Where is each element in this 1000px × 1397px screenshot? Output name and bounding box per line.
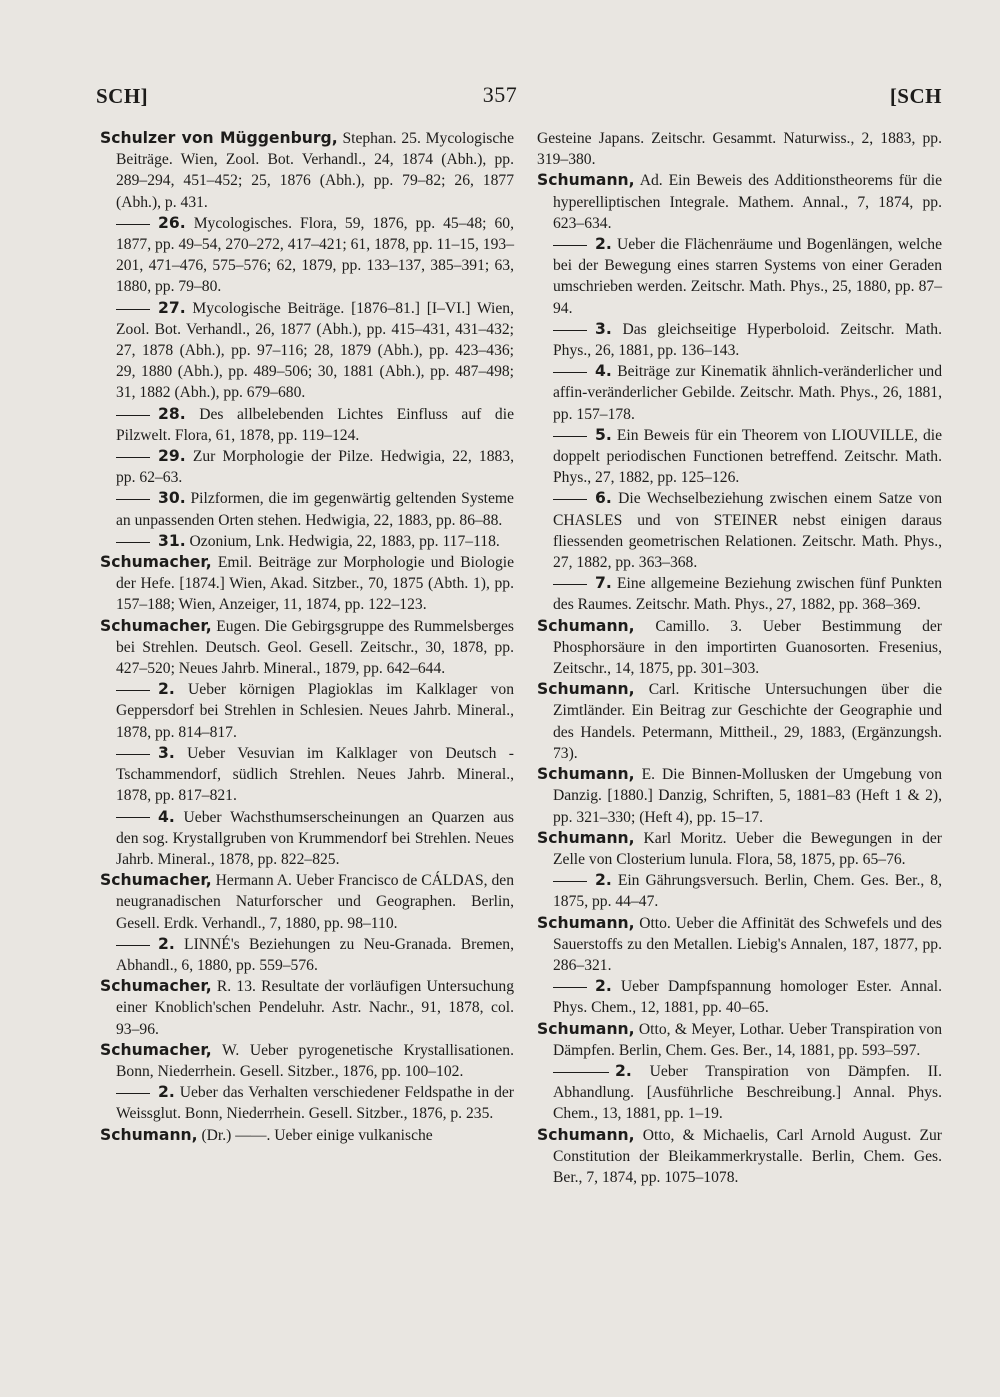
running-head-right: [SCH xyxy=(889,84,942,108)
ditto-dash xyxy=(116,754,150,755)
bib-sub-entry xyxy=(100,298,514,404)
bib-sub-entry xyxy=(100,488,514,530)
entry-text: Ueber Transpiration von Dämpfen. II. Abhandlung. [Ausführliche Beschreibung.] Annal. Phys. Chem., 13, 1881, pp. 1–19. xyxy=(553,1062,942,1123)
entry-text: Eine allgemeine Beziehung zwischen fünf Punkten des Raumes. Zeitschr. Math. Phys., 27, 1882, pp. 368–369. xyxy=(553,575,942,614)
entry-text: Ueber das Verhalten verschiedener Feldspathe in der Weissglut. Bonn, Niederrhein. Gesell. Sitzber., 1876, p. 235. xyxy=(116,1084,515,1123)
ditto-dash xyxy=(553,987,587,988)
entry-text: Ueber körnigen Plagioklas im Kalklager von Geppersdorf bei Strehlen in Schlesien. Neues Jahrb. Mineral., 1878, pp. 814–817. xyxy=(116,681,514,741)
ditto-dash xyxy=(553,499,587,500)
author-heading: Schumann, xyxy=(537,913,635,932)
author-heading: Schumann, xyxy=(537,828,635,847)
bib-entry xyxy=(537,1019,942,1061)
author-heading: Schumann, xyxy=(537,680,635,699)
entry-number: 3. xyxy=(595,319,612,338)
entry-number: 2. xyxy=(595,977,612,996)
bib-sub-entry xyxy=(537,573,942,615)
entry-text: Emil. Beiträge zur Morphologie und Biologie der Hefe. [1874.] Wien, Akad. Sitzber., 70, 1875 (Abth. 1), pp. 157–188; Wien, Anzeiger, 11, 1874, pp. 122–123. xyxy=(116,554,514,614)
entry-text: (Dr.) ——. Ueber einige vulkanische xyxy=(197,1126,433,1144)
entry-number: 28. xyxy=(158,404,186,423)
bib-entry-continuation xyxy=(537,128,942,170)
left-column xyxy=(100,128,514,1146)
bib-entry xyxy=(537,828,942,870)
bib-sub-entry xyxy=(537,234,942,319)
bib-sub-entry xyxy=(100,743,514,807)
entry-text: E. Die Binnen-Mollusken der Umgebung von Danzig. [1880.] Danzig, Schriften, 5, 1881–83 (Heft 1 & 2), pp. 321–330; (Heft 4), pp. 15–17. xyxy=(553,766,942,826)
bib-sub-entry xyxy=(537,425,942,489)
bib-entry xyxy=(537,1125,942,1189)
bib-entry xyxy=(537,764,942,828)
entry-text: Ueber Wachsthumserscheinungen an Quarzen aus den sog. Krystallgruben von Krummendorf bei Strehlen. Neues Jahrb. Mineral., 1878, pp. 822–825. xyxy=(116,808,514,868)
entry-number: 27. xyxy=(158,298,186,317)
author-heading: Schumann, xyxy=(537,1019,635,1038)
entry-text: W. Ueber pyrogenetische Krystallisationen. Bonn, Niederrhein. Gesell. Sitzber., 1876, pp. 100–102. xyxy=(116,1041,514,1080)
ditto-dash xyxy=(116,224,150,225)
entry-number: 2. xyxy=(158,680,175,699)
entry-text: Pilzformen, die im gegenwärtig geltenden Systeme an unpassenden Orten stehen. Hedwigia, 22, 1883, pp. 86–88. xyxy=(116,490,514,529)
entry-text: Ein Gährungsversuch. Berlin, Chem. Ges. Ber., 8, 1875, pp. 44–47. xyxy=(553,872,942,911)
page-number: 357 xyxy=(482,82,518,107)
bib-sub-entry xyxy=(100,1082,514,1124)
bib-entry xyxy=(537,170,942,234)
ditto-dash xyxy=(116,542,150,543)
entry-number: 2. xyxy=(595,871,612,890)
entry-text: Ueber die Flächenräume und Bogenlängen, welche bei der Bewegung eines starren Systems von einer Geraden umschrieben werden. Zeitschr. Math. Phys., 25, 1880, pp. 87–94. xyxy=(553,236,942,317)
ditto-dash xyxy=(553,372,587,373)
bib-entry xyxy=(537,679,942,764)
entry-number: 2. xyxy=(158,934,175,953)
entry-text: Carl. Kritische Untersuchungen über die Zimtländer. Ein Beitrag zur Geschichte der Geographie und des Handels. Petermann, Mittheil., 29, 1883, (Ergänzungsh. 73). xyxy=(553,681,942,762)
ditto-dash xyxy=(553,330,587,331)
author-heading: Schumacher, xyxy=(100,616,212,635)
entry-text: Otto, & Meyer, Lothar. Ueber Transpiration von Dämpfen. Berlin, Chem. Ges. Ber., 14, 1881, pp. 593–597. xyxy=(553,1020,942,1059)
author-heading: Schumann, xyxy=(537,765,635,784)
entry-text: Karl Moritz. Ueber die Bewegungen in der Zelle von Closterium lunula. Flora, 58, 1875, pp. 65–76. xyxy=(553,829,942,868)
entry-number: 7. xyxy=(595,574,612,593)
bib-entry xyxy=(100,128,514,213)
bib-sub-entry xyxy=(537,870,942,912)
ditto-dash xyxy=(553,584,587,585)
bib-sub-entry xyxy=(100,679,514,743)
bib-entry xyxy=(100,1125,514,1146)
ditto-dash xyxy=(116,1093,150,1094)
entry-text: Das gleichseitige Hyperboloid. Zeitschr. Math. Phys., 26, 1881, pp. 136–143. xyxy=(553,320,942,360)
bib-entry xyxy=(100,870,514,934)
entry-text: Otto. Ueber die Affinität des Schwefels und des Sauerstoffs zu den Metallen. Liebig's Annalen, 187, 1877, pp. 286–321. xyxy=(553,914,942,974)
entry-text: Ueber Dampfspannung homologer Ester. Annal. Phys. Chem., 12, 1881, pp. 40–65. xyxy=(553,978,943,1017)
bib-entry xyxy=(100,616,514,680)
author-heading: Schumann, xyxy=(537,1125,635,1144)
bib-sub-entry xyxy=(537,319,942,361)
ditto-dash xyxy=(553,881,587,882)
ditto-dash xyxy=(116,415,150,416)
ditto-dash xyxy=(553,436,587,437)
entry-text: Ad. Ein Beweis des Additionstheorems für die hyperelliptischen Integrale. Mathem. Annal., 7, 1874, pp. 623–634. xyxy=(553,172,942,232)
bib-sub-entry xyxy=(537,1061,942,1125)
bib-sub-entry xyxy=(100,807,514,871)
bib-sub-entry xyxy=(100,404,514,446)
running-head-left: SCH] xyxy=(96,84,149,108)
right-column xyxy=(537,128,942,1188)
entry-number: 4. xyxy=(595,362,612,381)
ditto-dash xyxy=(116,945,150,946)
entry-text: Mycologisches. Flora, 59, 1876, pp. 45–48; 60, 1877, pp. 49–54, 270–272, 417–421; 61, 1878, pp. 11–15, 193–201, 471–476, 575–576; 62, 1879, pp. 133–137, 385–391; 63, 1880, pp. 79–80. xyxy=(116,214,514,296)
entry-text: Otto, & Michaelis, Carl Arnold August. Zur Constitution der Bleikammerkrystalle. Berlin, Chem. Ges. Ber., 7, 1874, pp. 1075–1078. xyxy=(553,1126,942,1186)
entry-text: Die Wechselbeziehung zwischen einem Satze von CHASLES und von STEINER nebst einigen daraus fliessenden geometrischen Relationen. Zeitschr. Math. Phys., 27, 1882, pp. 363–368. xyxy=(553,490,942,572)
entry-text: Ueber Vesuvian im Kalklager von Deutsch - Tschammendorf, südlich Strehlen. Neues Jahrb. Mineral., 1878, pp. 817–821. xyxy=(116,744,514,805)
entry-number: 2. xyxy=(615,1061,632,1080)
entry-number: 2. xyxy=(595,235,612,254)
ditto-dash xyxy=(116,309,150,310)
ditto-dash xyxy=(553,1072,609,1073)
entry-text: Ein Beweis für ein Theorem von LIOUVILLE, die doppelt periodischen Functionen betreffend. Zeitschr. Math. Phys., 27, 1882, pp. 125–126. xyxy=(553,426,942,487)
bib-sub-entry xyxy=(100,446,514,488)
entry-text: Hermann A. Ueber Francisco de CÁLDAS, den neugranadischen Naturforscher und Geographen. Berlin, Gesell. Erdk. Verhandl., 7, 1880, pp. 98–110. xyxy=(116,872,514,932)
author-heading: Schulzer von Müggenburg, xyxy=(100,129,338,147)
entry-text: Beiträge zur Kinematik ähnlich-veränderlicher und affin-veränderlicher Gebilde. Zeitschr. Math. Phys., 26, 1881, pp. 157–178. xyxy=(553,363,942,423)
ditto-dash xyxy=(116,817,150,818)
bib-entry xyxy=(100,552,514,616)
ditto-dash xyxy=(116,499,150,500)
entry-text: LINNÉ's Beziehungen zu Neu-Granada. Bremen, Abhandl., 6, 1880, pp. 559–576. xyxy=(116,935,514,974)
entry-number: 3. xyxy=(158,743,175,762)
entry-text: Mycologische Beiträge. [1876–81.] [I–VI.] Wien, Zool. Bot. Verhandl., 26, 1877 (Abh.), pp. 415–431, 431–432; 27, 1878 (Abh.), pp. 97–116; 28, 1879 (Abh.), pp. 423–436; 29, 1880 (Abh.), pp. 489–506; 30, 1881 (Abh.), pp. 487–498; 31, 1882 (Abh.), pp. 679–680. xyxy=(116,299,514,402)
author-heading: Schumacher, xyxy=(100,871,212,890)
entry-text: Camillo. 3. Ueber Bestimmung der Phosphorsäure in den importirten Guanosorten. Fresenius, Zeitschr., 14, 1875, pp. 301–303. xyxy=(553,617,942,678)
author-heading: Schumacher, xyxy=(100,553,212,572)
bib-entry xyxy=(100,1040,514,1082)
entry-number: 6. xyxy=(595,489,612,508)
entry-text: Des allbelebenden Lichtes Einfluss auf die Pilzwelt. Flora, 61, 1878, pp. 119–124. xyxy=(116,405,514,444)
entry-number: 2. xyxy=(158,1083,175,1102)
author-heading: Schumann, xyxy=(537,616,635,635)
bib-sub-entry xyxy=(100,934,514,976)
bib-sub-entry xyxy=(100,213,514,298)
author-heading: Schumann, xyxy=(537,171,635,190)
bib-sub-entry xyxy=(100,531,514,552)
entry-number: 30. xyxy=(158,489,186,508)
entry-text: Stephan. 25. Mycologische Beiträge. Wien, Zool. Bot. Verhandl., 24, 1874 (Abh.), pp. 289–294, 451–452; 25, 1876 (Abh.), pp. 79–82; 26, 1877 (Abh.), p. 431. xyxy=(116,130,514,211)
author-heading: Schumacher, xyxy=(100,977,212,996)
entry-text: R. 13. Resultate der vorläufigen Untersuchung einer Knoblich'schen Pendeluhr. Astr. Nachr., 91, 1878, col. 93–96. xyxy=(116,978,514,1038)
ditto-dash xyxy=(116,690,150,691)
ditto-dash xyxy=(116,457,150,458)
bib-sub-entry xyxy=(537,976,942,1018)
author-heading: Schumann, xyxy=(100,1125,198,1144)
entry-text: Zur Morphologie der Pilze. Hedwigia, 22, 1883, pp. 62–63. xyxy=(116,448,515,487)
bib-sub-entry xyxy=(537,488,942,573)
entry-text: Gesteine Japans. Zeitschr. Gesammt. Naturwiss., 2, 1883, pp. 319–380. xyxy=(537,130,942,169)
entry-number: 5. xyxy=(595,425,612,444)
entry-number: 26. xyxy=(158,213,186,232)
ditto-dash xyxy=(553,245,587,246)
entry-text: Ozonium, Lnk. Hedwigia, 22, 1883, pp. 117–118. xyxy=(189,532,500,550)
bib-entry xyxy=(537,913,942,977)
bib-entry xyxy=(537,616,942,680)
bib-sub-entry xyxy=(537,361,942,425)
bib-entry xyxy=(100,976,514,1040)
entry-number: 4. xyxy=(158,807,175,826)
entry-number: 29. xyxy=(158,447,186,466)
author-heading: Schumacher, xyxy=(100,1040,212,1059)
entry-number: 31. xyxy=(158,531,186,550)
entry-text: Eugen. Die Gebirgsgruppe des Rummelsberges bei Strehlen. Deutsch. Geol. Gesell. Zeitschr., 30, 1878, pp. 427–520; Neues Jahrb. Mineral., 1879, pp. 642–644. xyxy=(116,617,514,678)
